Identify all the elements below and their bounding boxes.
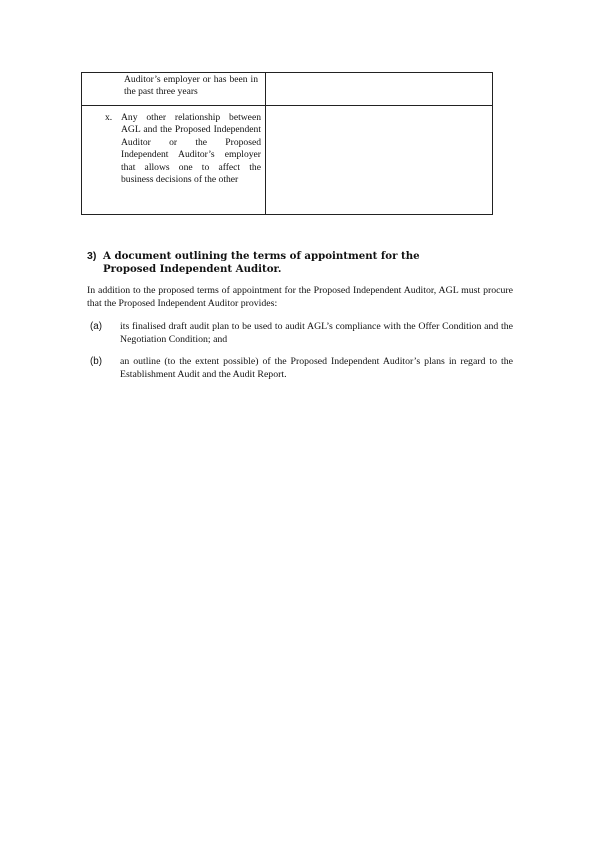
auditor-relationship-table <box>81 72 493 215</box>
row-response-text <box>266 106 492 112</box>
list-item-text: its finalised draft audit plan to be used to audit AGL’s compliance with the Offer Condition and the Negotiation Condition; and <box>120 321 513 345</box>
section-intro-paragraph: In addition to the proposed terms of appointment for the Proposed Independent Auditor, AGL must procure that the Proposed Independent Auditor provides: <box>87 285 513 309</box>
table-cell-response <box>266 73 493 106</box>
table-cell-response <box>266 106 493 215</box>
section-heading <box>87 250 507 276</box>
list-item-label: (a) <box>90 321 102 332</box>
table-cell-description <box>82 73 266 106</box>
table-row <box>82 73 493 106</box>
table-row <box>82 106 493 215</box>
row-description-text: Auditor’s employer or has been in the past three years <box>124 74 258 98</box>
list-item-label: (b) <box>90 356 102 367</box>
section-number: 3) <box>87 250 97 262</box>
table-cell-description <box>82 106 266 215</box>
row-description-text: Any other relationship between AGL and the Proposed Independent Auditor or the Proposed Independent Auditor’s employer that allows one to affect the business decisions of the other <box>121 112 261 186</box>
list-item <box>87 356 513 382</box>
section-heading-text: A document outlining the terms of appointment for the Proposed Independent Auditor. <box>103 250 420 275</box>
list-item <box>87 321 513 347</box>
list-item-text: an outline (to the extent possible) of the Proposed Independent Auditor’s plans in regard to the Establishment Audit and the Audit Report. <box>120 356 513 380</box>
row-item-number: x. <box>105 112 113 123</box>
